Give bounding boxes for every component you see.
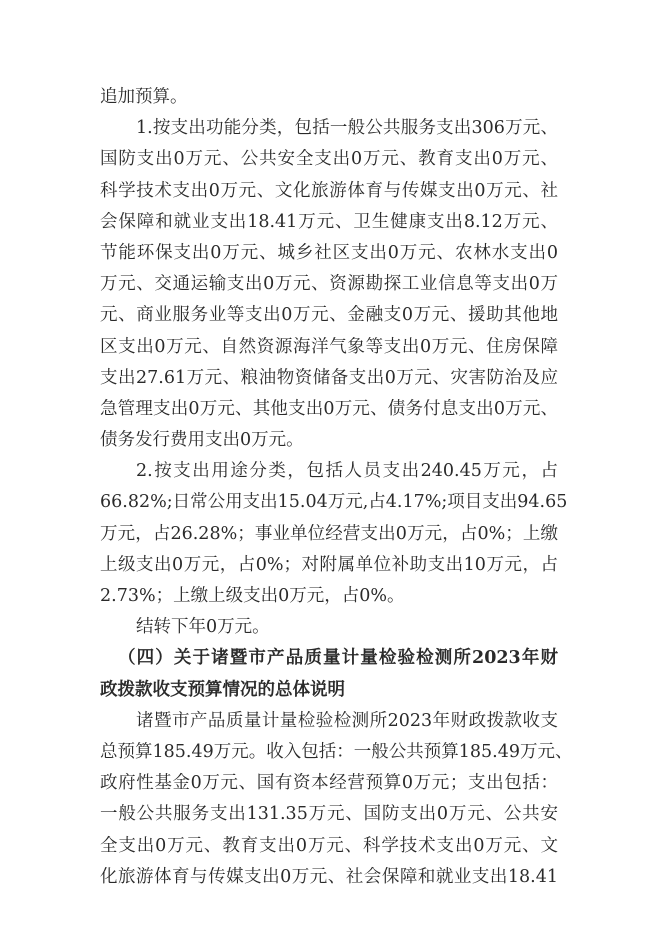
text-line: 国防支出0万元、公共安全支出0万元、教育支出0万元、 [100, 149, 558, 170]
text-line: 全支出0万元、教育支出0万元、科学技术支出0万元、文 [100, 835, 558, 856]
text-line: 支出27.61万元、粮油物资储备支出0万元、灾害防治及应 [100, 367, 558, 388]
text-line: 一般公共服务支出131.35万元、国防支出0万元、公共安 [100, 804, 558, 825]
text-line: 66.82%;日常公用支出15.04万元,占4.17%;项目支出94.65 [100, 492, 568, 513]
paragraph-fiscal-appropriation: 诸暨市产品质量计量检验检测所2023年财政拨款收支 [136, 710, 558, 731]
text-line: 节能环保支出0万元、城乡社区支出0万元、农林水支出0 [100, 242, 558, 263]
text-line: 政府性基金0万元、国有资本经营预算0万元；支出包括： [100, 773, 558, 794]
text-line: 万元、交通运输支出0万元、资源勘探工业信息等支出0万 [100, 274, 558, 295]
section-heading: （四）关于诸暨市产品质量计量检验检测所2023年财 [118, 648, 558, 669]
text-line: 元、商业服务业等支出0万元、金融支0万元、援助其他地 [100, 305, 558, 326]
paragraph-functional-classification: 1.按支出功能分类，包括一般公共服务支出306万元、 [136, 118, 558, 139]
document-page [100, 82, 573, 893]
text-line: 科学技术支出0万元、文化旅游体育与传媒支出0万元、社 [100, 180, 558, 201]
text-line: 区支出0万元、自然资源海洋气象等支出0万元、住房保障 [100, 336, 558, 357]
carryover-line: 结转下年0万元。 [136, 617, 270, 638]
text-line: 化旅游体育与传媒支出0万元、社会保障和就业支出18.41 [100, 866, 558, 887]
text-line: 总预算185.49万元。收入包括：一般公共预算185.49万元、 [100, 741, 573, 762]
text-line: 追加预算。 [100, 87, 188, 107]
text-line: 债务发行费用支出0万元。 [100, 430, 304, 451]
text-line: 2.73%；上缴上级支出0万元，占0%。 [100, 586, 405, 606]
section-heading-cont: 政拨款收支预算情况的总体说明 [100, 679, 345, 700]
paragraph-usage-classification: 2.按支出用途分类，包括人员支出240.45万元，占 [136, 461, 558, 482]
text-line: 急管理支出0万元、其他支出0万元、债务付息支出0万元、 [100, 398, 558, 419]
text-line: 上级支出0万元，占0%；对附属单位补助支出10万元，占 [100, 554, 558, 575]
text-line: 万元，占26.28%；事业单位经营支出0万元，占0%；上缴 [100, 523, 558, 544]
text-line: 会保障和就业支出18.41万元、卫生健康支出8.12万元、 [100, 211, 558, 232]
